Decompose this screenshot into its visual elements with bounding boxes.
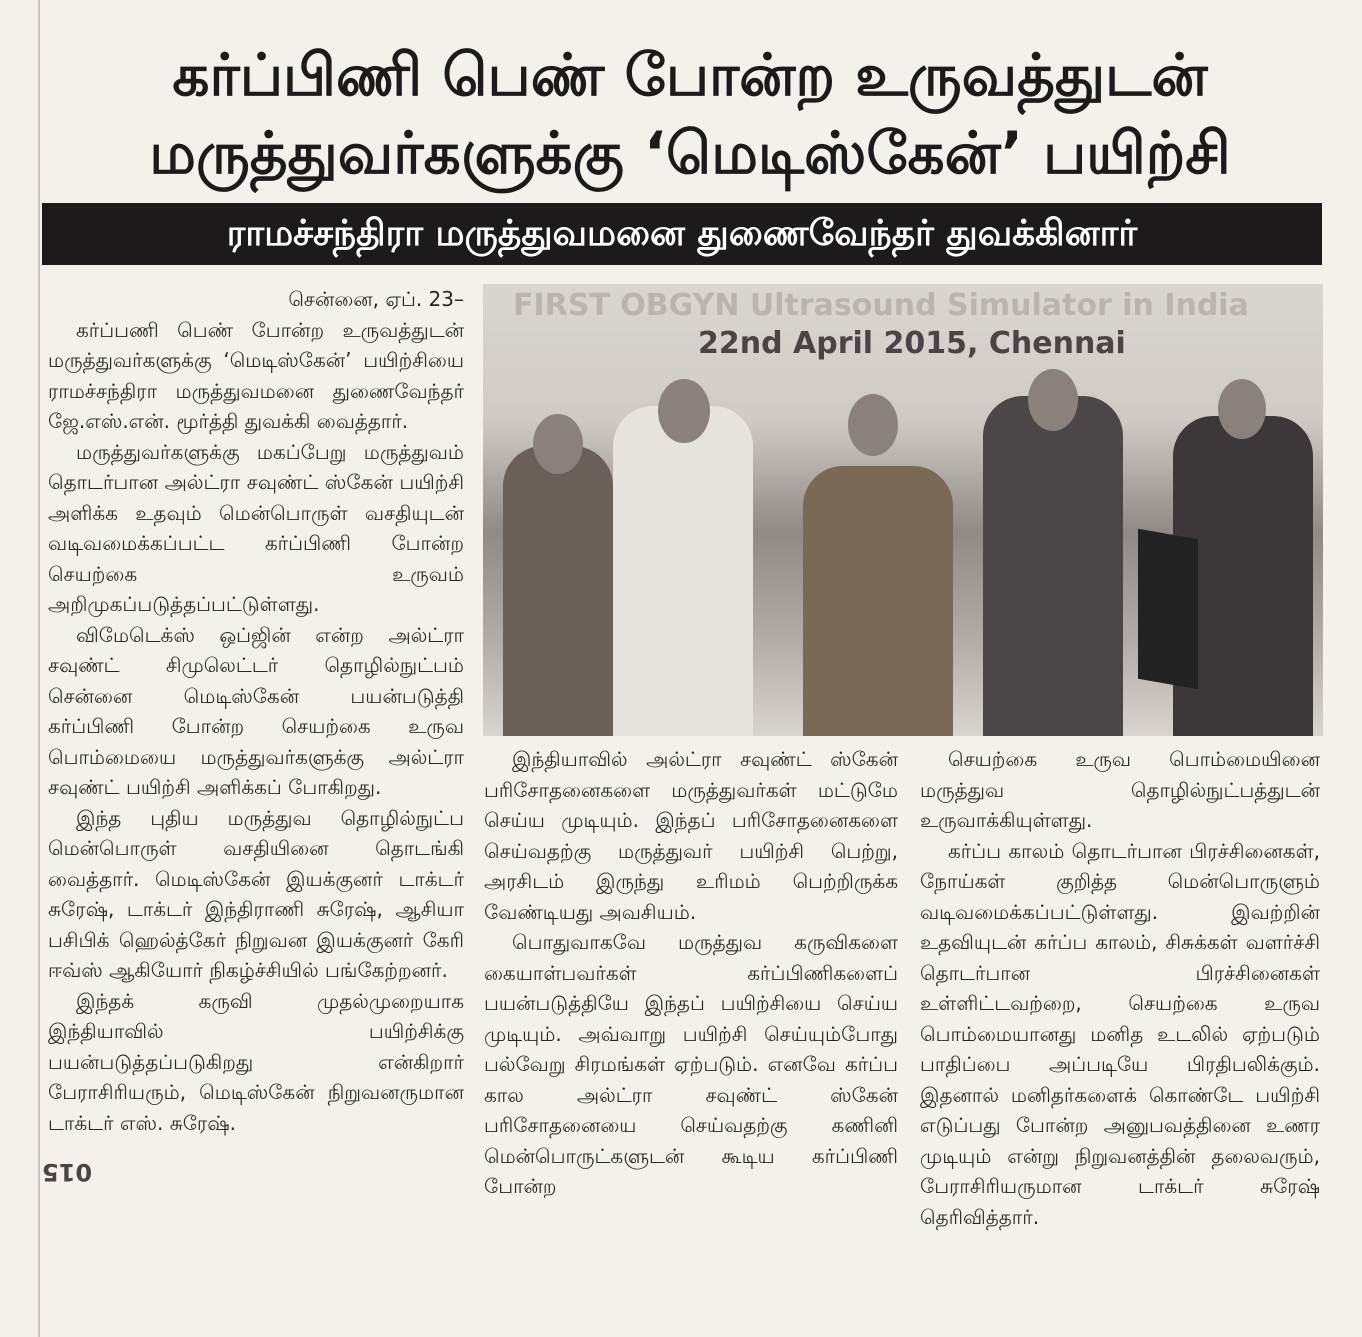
paragraph: இந்த புதிய மருத்துவ தொழில்நுட்ப மென்பொருள் வசதியினை தொடங்கி வைத்தார். மெடிஸ்கேன் இயக்குனர் டாக்டர் சுரேஷ், டாக்டர் இந்திராணி சுரேஷ், ஆசியா பசிபிக் ஹெல்த்கேர் நிறுவன இயக்குனர் கேரி ஈவ்ஸ் ஆகியோர் நிகழ்ச்சியில் பங்கேற்றனர்.: [48, 805, 464, 982]
person-figure: [803, 466, 953, 736]
page-number: 015: [42, 1158, 93, 1186]
photo-banner-title: FIRST OBGYN Ultrasound Simulator in India: [513, 288, 1249, 323]
article-column-3: [920, 744, 1320, 1232]
person-head: [533, 414, 583, 474]
person-head: [1028, 369, 1078, 431]
article-column-2: [484, 744, 898, 1202]
simulator-monitor: [1138, 529, 1198, 690]
person-head: [658, 379, 710, 443]
paragraph: பொதுவாகவே மருத்துவ கருவிகளை கையாள்பவர்கள் கர்ப்பிணிகளைப் பயன்படுத்தியே இந்தப் பயிற்சியை செய்ய முடியும். அவ்வாறு பயிற்சி செய்யும்போது பல்வேறு சிரமங்கள் ஏற்படும். எனவே கர்ப்ப கால அல்ட்ரா சவுண்ட் ஸ்கேன் பரிசோதனையை செய்வதற்கு கணினி மென்பொருட்களுடன் கூடிய கர்ப்பிணி போன்ற: [484, 930, 898, 1198]
paragraph: இந்தியாவில் அல்ட்ரா சவுண்ட் ஸ்கேன் பரிசோதனைகளை மருத்துவர்கள் மட்டுமே செய்ய முடியும். இந்தப் பரிசோதனைகளை செய்வதற்கு மருத்துவர் பயிற்சி பெற்று, அரசிடம் இருந்து உரிமம் பெற்றிருக்க வேண்டியது அவசியம்.: [484, 747, 898, 924]
headline-line-1: கர்ப்பிணி பெண் போன்ற உருவத்துடன்: [172, 41, 1208, 109]
subheadline-bar: [42, 203, 1322, 265]
paragraph: கர்ப்ப காலம் தொடர்பான பிரச்சினைகள், நோய்கள் குறித்த மென்பொருளும் வடிவமைக்கப்பட்டுள்ளது. இவற்றின் உதவியுடன் கர்ப்ப காலம், சிசுக்கள் வளர்ச்சி தொடர்பான பிரச்சினைகள் உள்ளிட்டவற்றை, செயற்கை உருவ பொம்மையானது மனித உடலில் ஏற்படும் பாதிப்பை அப்படியே பிரதிபலிக்கும். இதனால் மனிதர்களைக் கொண்டே பயிற்சி எடுப்பது போன்ற அனுபவத்தினை உணர முடியும் என்று நிறுவனத்தின் தலைவரும், பேராசிரியருமான டாக்டர் சுரேஷ் தெரிவித்தார்.: [920, 838, 1320, 1229]
person-figure: [983, 396, 1123, 736]
event-photo: [483, 284, 1323, 736]
clipping-edge: [38, 0, 40, 1337]
paragraph: மருத்துவர்களுக்கு மகப்பேறு மருத்துவம் தொடர்பான அல்ட்ரா சவுண்ட் ஸ்கேன் பயிற்சி அளிக்க உதவும் மென்பொருள் வசதியுடன் வடிவமைக்கப்பட்ட கர்ப்பிணி போன்ற செயற்கை உருவம் அறிமுகப்படுத்தப்பட்டுள்ளது.: [48, 439, 464, 616]
photo-banner-date: 22nd April 2015, Chennai: [698, 326, 1126, 361]
dateline: சென்னை, ஏப். 23–: [288, 287, 464, 311]
person-figure: [613, 406, 753, 736]
paragraph: விமேடெக்ஸ் ஒப்ஜின் என்ற அல்ட்ரா சவுண்ட் சிமுலெட்டர் தொழில்நுட்பம் சென்னை மெடிஸ்கேன் பயன்படுத்தி கர்ப்பிணி போன்ற செயற்கை உருவ பொம்மையை மருத்துவர்களுக்கு அல்ட்ரா சவுண்ட் பயிற்சி அளிக்கப் போகிறது.: [48, 622, 464, 799]
headline-line-2: மருத்துவர்களுக்கு ‘மெடிஸ்கேன்’ பயிற்சி: [149, 119, 1231, 187]
paragraph: கர்ப்பணி பெண் போன்ற உருவத்துடன் மருத்துவர்களுக்கு ‘மெடிஸ்கேன்’ பயிற்சியை ராமச்சந்திரா மருத்துவமனை துணைவேந்தர் ஜே.எஸ்.என். மூர்த்தி துவக்கி வைத்தார்.: [48, 317, 464, 433]
paragraph: இந்தக் கருவி முதல்முறையாக இந்தியாவில் பயிற்சிக்கு பயன்படுத்தப்படுகிறது என்கிறார் பேராசிரியரும், மெடிஸ்கேன் நிறுவனருமான டாக்டர் எஸ். சுரேஷ்.: [48, 988, 464, 1135]
person-head: [1218, 379, 1266, 439]
person-figure: [503, 446, 613, 736]
article-column-1: [48, 284, 464, 1138]
paragraph: செயற்கை உருவ பொம்மையினை மருத்துவ தொழில்நுட்பத்துடன் உருவாக்கியுள்ளது.: [920, 747, 1320, 832]
subheadline: ராமச்சந்திரா மருத்துவமனை துணைவேந்தர் துவக்கினார்: [226, 213, 1138, 254]
person-head: [848, 394, 898, 456]
